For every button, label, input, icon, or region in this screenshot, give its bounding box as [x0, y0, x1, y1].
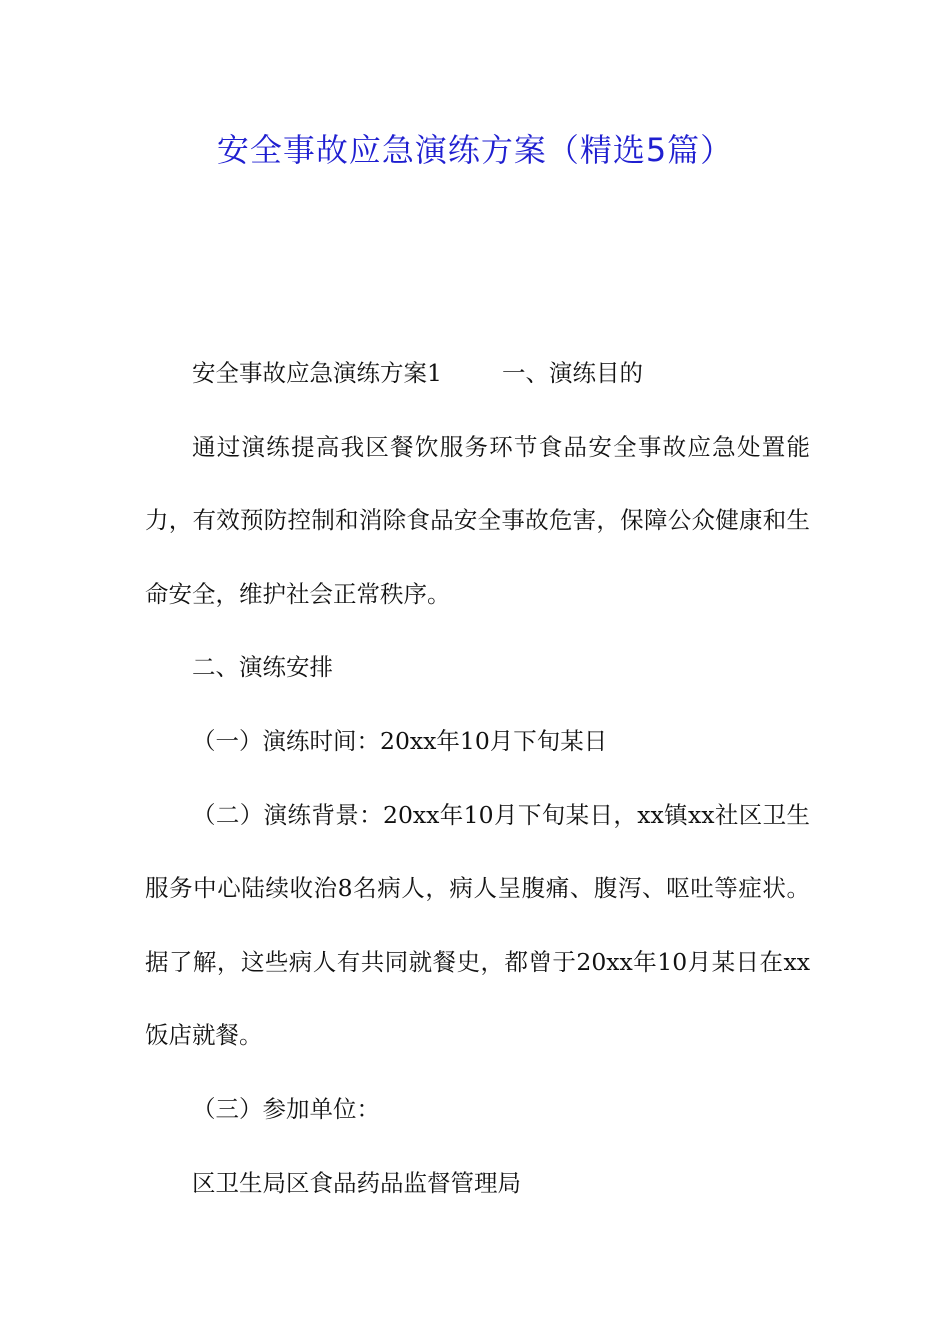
paragraph-heading-1 — [145, 337, 810, 411]
plan-heading: 安全事故应急演练方案1 — [192, 359, 442, 387]
document-body — [145, 337, 810, 1220]
section-heading-purpose: 一、演练目的 — [501, 359, 643, 387]
paragraph-drill-background: （二）演练背景：20xx年10月下旬某日，xx镇xx社区卫生服务中心陆续收治8名病人，病人呈腹痛、腹泻、呕吐等症状。据了解，这些病人有共同就餐史，都曾于20xx年10月某日在xx饭店就餐。 — [145, 800, 810, 1050]
paragraph-participants: 区卫生局区食品药品监督管理局 — [192, 1168, 521, 1197]
paragraph-participants-heading: （三）参加单位： — [192, 1094, 380, 1123]
section-heading-arrangement: 二、演练安排 — [192, 653, 333, 682]
paragraph-purpose: 通过演练提高我区餐饮服务环节食品安全事故应急处置能力，有效预防控制和消除食品安全事故危害，保障公众健康和生命安全，维护社会正常秩序。 — [145, 432, 810, 608]
document-title: 安全事故应急演练方案（精选5篇） — [216, 131, 734, 169]
paragraph-drill-time: （一）演练时间：20xx年10月下旬某日 — [192, 726, 608, 755]
